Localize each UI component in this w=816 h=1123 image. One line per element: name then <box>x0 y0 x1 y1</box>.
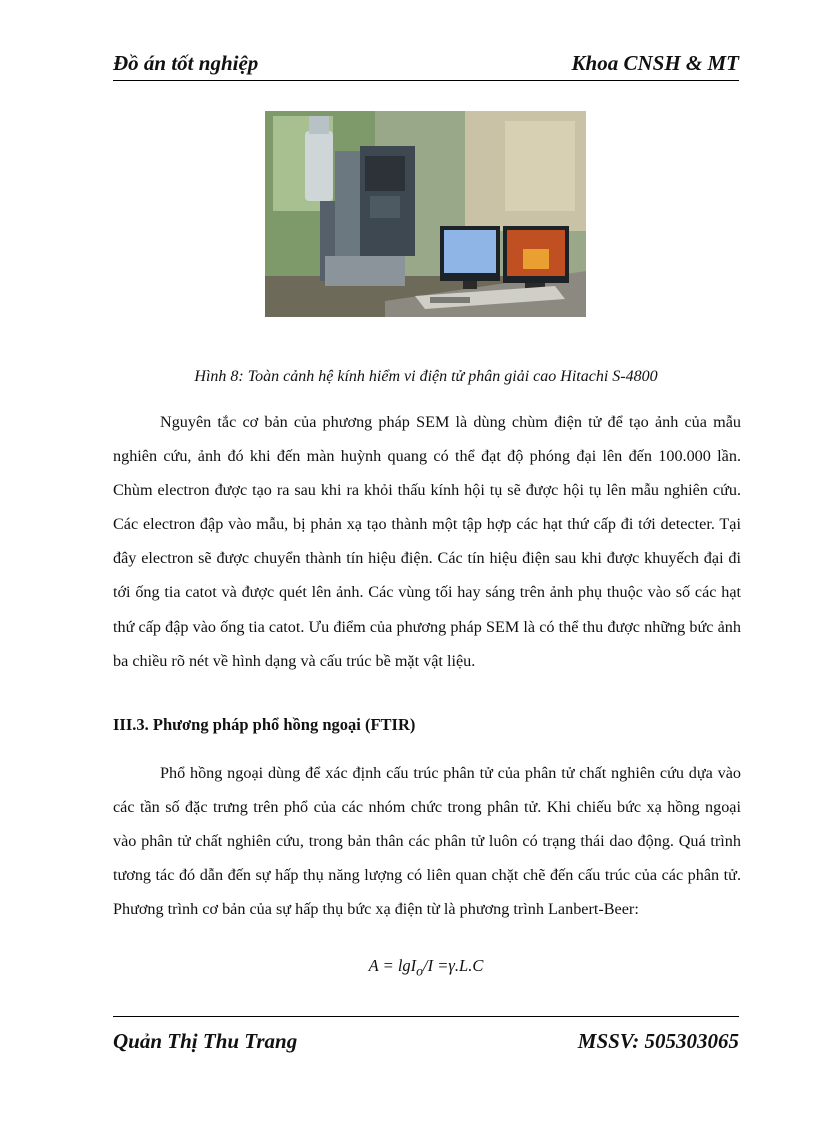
paragraph-ftir-text: Phổ hồng ngoại dùng để xác định cấu trúc phân tử của phân tử chất nghiên cứu dựa vào các tần số đặc trưng trên phổ của các nhóm chức trong phân tử. Khi chiếu bức xạ hồng ngoại vào phân tử chất nghiên cứu, trong bản thân các phân tử luôn có trạng thái dao động. Quá trình tương tác đó dẫn đến sự hấp thụ năng lượng có liên quan chặt chẽ đến cấu trúc của các phân tử. Phương trình cơ bản của sự hấp thụ bức xạ điện từ là phương trình Lanbert-Beer: <box>113 764 741 919</box>
header-right-department: Khoa CNSH & MT <box>571 51 739 75</box>
footer-student-id: MSSV: 505303065 <box>577 1029 739 1053</box>
figure-caption: Hình 8: Toàn cảnh hệ kính hiểm vi điện tử phân giải cao Hitachi S-4800 <box>194 368 658 385</box>
paragraph-ftir-intro <box>113 756 741 926</box>
page-header <box>113 46 739 81</box>
footer-author: Quản Thị Thu Trang <box>113 1029 298 1053</box>
formula-subscript: o <box>416 963 424 979</box>
lambert-beer-formula <box>113 956 739 979</box>
page-footer <box>113 1016 739 1054</box>
paragraph-sem-principle <box>113 405 741 678</box>
sem-microscope-photo <box>265 111 586 317</box>
header-left-title: Đồ án tốt nghiệp <box>113 51 259 75</box>
formula-lhs: A = lgI <box>368 956 417 975</box>
paragraph-sem-text: Nguyên tắc cơ bản của phương pháp SEM là dùng chùm điện tử để tạo ảnh của mẫu nghiên cứu, ảnh đó khi đến màn huỳnh quang có thể đạt độ phóng đại lên đến 100.000 lần. Chùm electron được tạo ra sau khi ra khỏi thấu kính hội tụ sẽ được hội tụ lên mẫu nghiên cứu. Các electron đập vào mẫu, bị phản xạ tạo thành một tập hợp các hạt thứ cấp đi tới detecter. Tại đây electron sẽ được chuyển thành tín hiệu điện. Các tín hiệu điện sau khi được khuyếch đại đi tới ống tia catot và được quét lên ảnh. Các vùng tối hay sáng trên ảnh phụ thuộc vào số các hạt thứ cấp đập vào ống tia catot. Ưu điểm của phương pháp SEM là có thể thu được những bức ảnh ba chiều rõ nét về hình dạng và cấu trúc bề mặt vật liệu. <box>113 413 741 670</box>
section-heading: III.3. Phương pháp phổ hồng ngoại (FTIR) <box>113 715 416 734</box>
formula-rhs: /I =γ.L.C <box>423 956 484 975</box>
